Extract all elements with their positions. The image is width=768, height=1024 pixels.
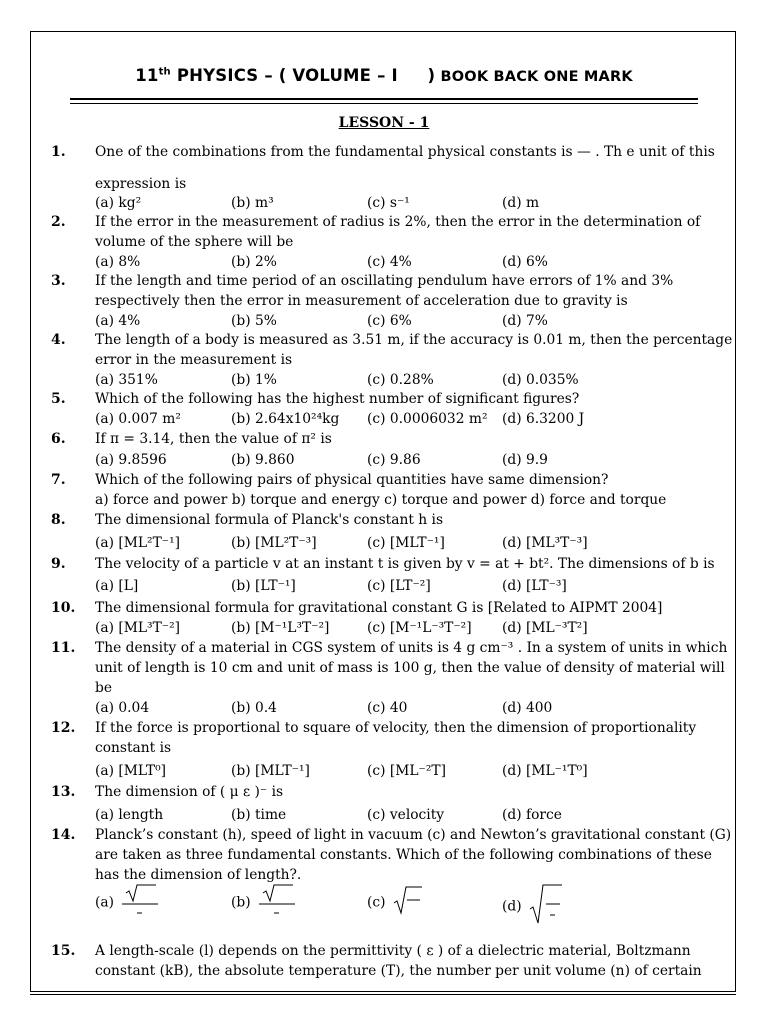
answer-option bbox=[502, 806, 562, 825]
question-text-line: volume of the sphere will be bbox=[95, 234, 294, 250]
answer-option-label: (c) bbox=[367, 894, 386, 911]
answer-option-label: (c) 0.0006032 m² bbox=[367, 411, 488, 427]
answer-option bbox=[367, 194, 410, 213]
answer-option-label: (a) bbox=[95, 894, 114, 911]
question-text-line: A length-scale (l) depends on the permittivity ( ε ) of a dielectric material, Boltzmann bbox=[95, 943, 691, 959]
question-text-line: The dimensional formula for gravitational constant G is [Related to AIPMT 2004] bbox=[95, 600, 663, 616]
answer-option-label: (c) 4% bbox=[367, 254, 412, 270]
answer-option bbox=[231, 410, 339, 429]
answer-option-label: (b) 2.64x10²⁴kg bbox=[231, 411, 340, 427]
answer-option bbox=[367, 806, 444, 825]
title-tail: BOOK BACK ONE MARK bbox=[435, 69, 633, 85]
answer-option bbox=[502, 194, 539, 213]
answer-option-label: (c) [LT⁻²] bbox=[367, 578, 431, 594]
answer-option bbox=[95, 762, 166, 781]
answer-option-label: (b) [ML²T⁻³] bbox=[231, 535, 317, 551]
document-title bbox=[0, 66, 768, 85]
question-number: 7. bbox=[51, 472, 66, 488]
answer-option-label: (d) force bbox=[502, 807, 562, 823]
answer-option-label: (d) 6% bbox=[502, 254, 548, 270]
question-text-line: The density of a material in CGS system of units is 4 g cm⁻³ . In a system of units in which bbox=[95, 640, 728, 656]
answer-option bbox=[502, 577, 567, 596]
question-text-line: error in the measurement is bbox=[95, 352, 293, 368]
question-text-line: expression is bbox=[95, 176, 187, 192]
question-text-line: be bbox=[95, 680, 112, 696]
answer-option bbox=[231, 371, 277, 390]
answer-option-label: (a) [ML³T⁻²] bbox=[95, 620, 180, 636]
answer-option bbox=[231, 577, 296, 596]
answer-option bbox=[231, 699, 277, 718]
question-text-line: The length of a body is measured as 3.51 m, if the accuracy is 0.01 m, then the percentage bbox=[95, 332, 733, 348]
answer-option-label: (a) 0.007 m² bbox=[95, 411, 181, 427]
question-text-line: Which of the following has the highest number of significant figures? bbox=[95, 391, 580, 407]
question-text-line: are taken as three fundamental constants. Which of the following combinations of these bbox=[95, 847, 712, 863]
answer-option-label: (a) 8% bbox=[95, 254, 141, 270]
question-text-line: constant (kB), the absolute temperature (T), the number per unit volume (n) of certain bbox=[95, 963, 702, 979]
answer-option bbox=[367, 410, 488, 429]
question-text-line: constant is bbox=[95, 740, 172, 756]
question-text-line: Planck’s constant (h), speed of light in vacuum (c) and Newton’s gravitational constant (G) bbox=[95, 827, 732, 843]
answer-option-label: (c) velocity bbox=[367, 807, 445, 823]
question-text-line: If the force is proportional to square of velocity, then the dimension of proportionality bbox=[95, 720, 697, 736]
answer-option-label: (a) length bbox=[95, 807, 164, 823]
title-rule-thick bbox=[70, 98, 698, 100]
question-number: 15. bbox=[51, 943, 76, 959]
question-number: 3. bbox=[51, 273, 66, 289]
formula-glyph bbox=[120, 883, 160, 923]
answer-option bbox=[231, 194, 274, 213]
answer-option bbox=[231, 806, 286, 825]
answer-option bbox=[95, 577, 138, 596]
answer-option-label: (d) [ML³T⁻³] bbox=[502, 535, 588, 551]
answer-option-label: (b) time bbox=[231, 807, 287, 823]
question-text-line: has the dimension of length?. bbox=[95, 867, 302, 883]
answer-option bbox=[231, 762, 310, 781]
answer-option bbox=[367, 253, 412, 272]
question-number: 5. bbox=[51, 391, 66, 407]
answer-option-label: (b) 2% bbox=[231, 254, 277, 270]
answer-option-label: (d) 6.3200 J bbox=[502, 411, 585, 427]
answer-option-label: (b) 0.4 bbox=[231, 700, 277, 716]
title-superscript: th bbox=[158, 66, 171, 78]
answer-option-label: (a) kg² bbox=[95, 195, 142, 211]
answer-option-label: (b) 1% bbox=[231, 372, 277, 388]
answer-option bbox=[95, 534, 180, 553]
question-number: 9. bbox=[51, 556, 66, 572]
answer-option bbox=[95, 194, 141, 213]
title-rest: PHYSICS – ( VOLUME – I ) bbox=[170, 66, 436, 85]
answer-option-label: (a) 0.04 bbox=[95, 700, 150, 716]
answer-option-label: (b) bbox=[231, 894, 251, 911]
question-number: 4. bbox=[51, 332, 66, 348]
page-border-bottom bbox=[30, 994, 736, 995]
answer-option bbox=[367, 762, 446, 781]
question-number: 12. bbox=[51, 720, 76, 736]
answer-option bbox=[231, 451, 294, 470]
answer-option bbox=[367, 699, 407, 718]
answer-option-label: (a) 4% bbox=[95, 313, 141, 329]
answer-option-label: (d) 0.035% bbox=[502, 372, 579, 388]
question-number: 6. bbox=[51, 431, 66, 447]
formula-glyph bbox=[392, 883, 424, 923]
answer-option bbox=[502, 312, 548, 331]
answer-option bbox=[367, 883, 424, 923]
question-number: 2. bbox=[51, 214, 66, 230]
question-text-line: One of the combinations from the fundamental physical constants is — . Th e unit of this bbox=[95, 144, 715, 160]
answer-option bbox=[231, 312, 277, 331]
question-text-line: respectively then the error in measurement of acceleration due to gravity is bbox=[95, 293, 628, 309]
answer-option bbox=[95, 410, 181, 429]
answer-option bbox=[367, 451, 421, 470]
question-text-line: If π = 3.14, then the value of π² is bbox=[95, 431, 332, 447]
answer-option-label: (c) 40 bbox=[367, 700, 408, 716]
answer-option bbox=[231, 619, 329, 638]
answer-option bbox=[502, 410, 584, 429]
answer-option-label: (d) bbox=[502, 898, 522, 915]
answer-option bbox=[502, 371, 579, 390]
question-text-line: If the length and time period of an oscillating pendulum have errors of 1% and 3% bbox=[95, 273, 674, 289]
answer-option-label: (b) m³ bbox=[231, 195, 274, 211]
answer-option-label: (c) 0.28% bbox=[367, 372, 434, 388]
answer-option bbox=[95, 253, 140, 272]
answer-option bbox=[231, 883, 297, 923]
answer-option bbox=[231, 534, 317, 553]
answer-option bbox=[502, 762, 588, 781]
answer-option bbox=[502, 534, 588, 553]
answer-option bbox=[367, 534, 445, 553]
answer-option bbox=[95, 312, 140, 331]
answer-option bbox=[367, 619, 472, 638]
answer-option-label: (c) [M⁻¹L⁻³T⁻²] bbox=[367, 620, 472, 636]
answer-option-label: (c) s⁻¹ bbox=[367, 195, 410, 211]
answer-option bbox=[95, 699, 149, 718]
title-rule-thin bbox=[70, 103, 698, 104]
question-number: 8. bbox=[51, 512, 66, 528]
answer-option-label: (d) 400 bbox=[502, 700, 553, 716]
answer-option-label: (b) [MLT⁻¹] bbox=[231, 763, 310, 779]
question-text-line: If the error in the measurement of radius is 2%, then the error in the determination of bbox=[95, 214, 701, 230]
formula-glyph bbox=[528, 883, 564, 931]
question-text-line: The dimensional formula of Planck's constant h is bbox=[95, 512, 444, 528]
answer-option bbox=[502, 699, 552, 718]
question-number: 1. bbox=[51, 144, 66, 160]
lesson-heading: LESSON - 1 bbox=[338, 115, 430, 131]
answer-option bbox=[95, 371, 158, 390]
answer-option-label: (a) [MLT⁰] bbox=[95, 763, 167, 779]
answer-option bbox=[367, 577, 431, 596]
answer-option bbox=[95, 806, 163, 825]
question-text-line: a) force and power b) torque and energy c) torque and power d) force and torque bbox=[95, 492, 667, 508]
answer-option-label: (c) 9.86 bbox=[367, 452, 421, 468]
answer-option bbox=[502, 451, 548, 470]
answer-option-label: (b) [M⁻¹L³T⁻²] bbox=[231, 620, 330, 636]
answer-option-label: (d) m bbox=[502, 195, 540, 211]
answer-option-label: (b) 5% bbox=[231, 313, 277, 329]
question-number: 11. bbox=[51, 640, 76, 656]
answer-option-label: (c) [MLT⁻¹] bbox=[367, 535, 445, 551]
answer-option-label: (c) 6% bbox=[367, 313, 412, 329]
answer-option bbox=[502, 883, 564, 931]
answer-option bbox=[502, 253, 548, 272]
question-number: 14. bbox=[51, 827, 76, 843]
answer-option bbox=[95, 619, 180, 638]
answer-option bbox=[367, 371, 434, 390]
answer-option-label: (c) [ML⁻²T] bbox=[367, 763, 446, 779]
question-text-line: The dimension of ( μ ε )⁻ is bbox=[95, 784, 284, 800]
formula-glyph bbox=[257, 883, 297, 923]
answer-option-label: (b) 9.860 bbox=[231, 452, 295, 468]
answer-option bbox=[367, 312, 412, 331]
answer-option bbox=[95, 883, 160, 923]
answer-option bbox=[502, 619, 588, 638]
answer-option-label: (a) 351% bbox=[95, 372, 158, 388]
answer-option-label: (d) 7% bbox=[502, 313, 548, 329]
answer-option-label: (d) [ML⁻¹T⁰] bbox=[502, 763, 588, 779]
title-main: 11 bbox=[135, 66, 159, 85]
answer-option-label: (d) [LT⁻³] bbox=[502, 578, 567, 594]
answer-option bbox=[95, 451, 167, 470]
question-text-line: unit of length is 10 cm and unit of mass is 100 g, then the value of density of material will bbox=[95, 660, 725, 676]
question-text-line: The velocity of a particle v at an instant t is given by v = at + bt². The dimensions of b is bbox=[95, 556, 715, 572]
answer-option-label: (a) [ML²T⁻¹] bbox=[95, 535, 180, 551]
question-text-line: Which of the following pairs of physical quantities have same dimension? bbox=[95, 472, 609, 488]
answer-option-label: (d) [ML⁻³T²] bbox=[502, 620, 588, 636]
answer-option-label: (d) 9.9 bbox=[502, 452, 548, 468]
question-number: 13. bbox=[51, 784, 76, 800]
answer-option-label: (a) [L] bbox=[95, 578, 139, 594]
answer-option bbox=[231, 253, 277, 272]
answer-option-label: (b) [LT⁻¹] bbox=[231, 578, 296, 594]
answer-option-label: (a) 9.8596 bbox=[95, 452, 167, 468]
question-number: 10. bbox=[51, 600, 76, 616]
